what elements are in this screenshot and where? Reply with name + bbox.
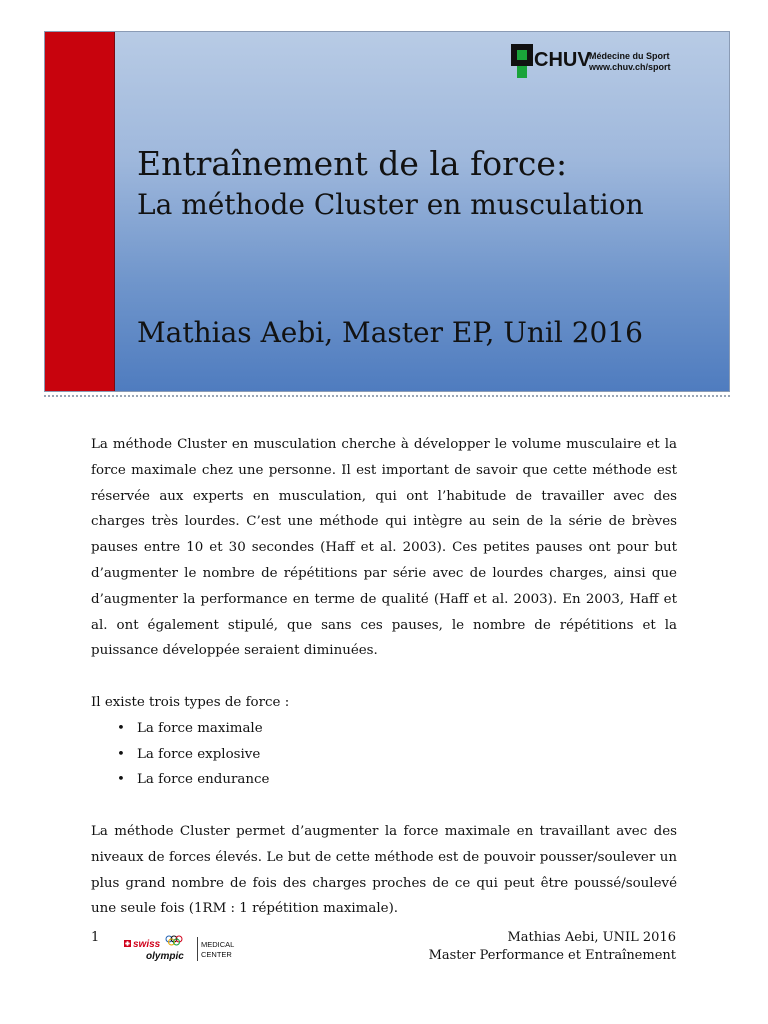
- logo-text-line1: Médecine du Sport: [589, 51, 670, 61]
- list-item-label: La force endurance: [137, 772, 270, 788]
- logo-olympic-word: olympic: [146, 951, 184, 962]
- paragraph-cluster: La méthode Cluster permet d’augmenter la force maximale en travaillant avec des niveaux de forces élevés. Le but de cette méthode est de pouvoir pousser/soulever un plus grand nombre de fois des charges proches de ce qui peut être poussé/soulevé une seule fois (1RM : 1 répétition maximale).: [91, 823, 677, 917]
- document-title: Entraînement de la force:: [137, 144, 568, 183]
- bullet-icon: •: [117, 720, 125, 736]
- footer-credits: [429, 929, 676, 965]
- document-author: Mathias Aebi, Master EP, Unil 2016: [137, 316, 643, 349]
- footer-program: Master Performance et Entraînement: [428, 948, 676, 963]
- list-item-label: La force maximale: [137, 720, 263, 736]
- logo-center-word: CENTER: [201, 950, 232, 959]
- list-item: [91, 767, 677, 793]
- list-item-label: La force explosive: [137, 746, 261, 762]
- bullet-icon: •: [117, 772, 125, 788]
- chuv-logo-caption: [589, 51, 729, 73]
- force-types-list: [91, 716, 677, 793]
- logo-text-line2: www.chuv.ch/sport: [589, 62, 671, 72]
- logo-medical-word: MEDICAL: [201, 940, 235, 949]
- header-divider: [44, 395, 730, 397]
- chuv-logo-wordmark: CHUV: [534, 49, 591, 71]
- logo-swiss-word: swiss: [133, 939, 161, 950]
- paragraph-intro: La méthode Cluster en musculation cherche à développer le volume musculaire et la force maximale chez une personne. Il est important de savoir que cette méthode est réservée aux experts en musculation, qui ont l’habitude de travailler avec des charges très lourdes. C’est une méthode qui intègre au sein de la série de brèves pauses entre 10 et 30 secondes (Haff et al. 2003). Ces petites pauses ont pour but d’augmenter le nombre de répétitions par série avec de lourdes charges, ainsi que d’augmenter la performance en terme de qualité (Haff et al. 2003). En 2003, Haff et al. ont également stipulé, que sans ces pauses, le nombre de répétitions et la puissance développée seraient diminuées.: [91, 437, 677, 659]
- bullet-icon: •: [117, 746, 125, 762]
- footer-author: Mathias Aebi, UNIL 2016: [507, 930, 676, 945]
- swiss-olympic-logo: [124, 933, 244, 963]
- chuv-logo-icon: [511, 44, 591, 78]
- document-body: [91, 432, 677, 922]
- list-intro: Il existe trois types de force :: [91, 694, 290, 710]
- document-subtitle: La méthode Cluster en musculation: [137, 188, 644, 221]
- list-item: [91, 742, 677, 768]
- list-item: [91, 716, 677, 742]
- banner-red-stripe: [45, 32, 115, 391]
- title-banner: [44, 31, 730, 392]
- page-number: 1: [91, 930, 100, 945]
